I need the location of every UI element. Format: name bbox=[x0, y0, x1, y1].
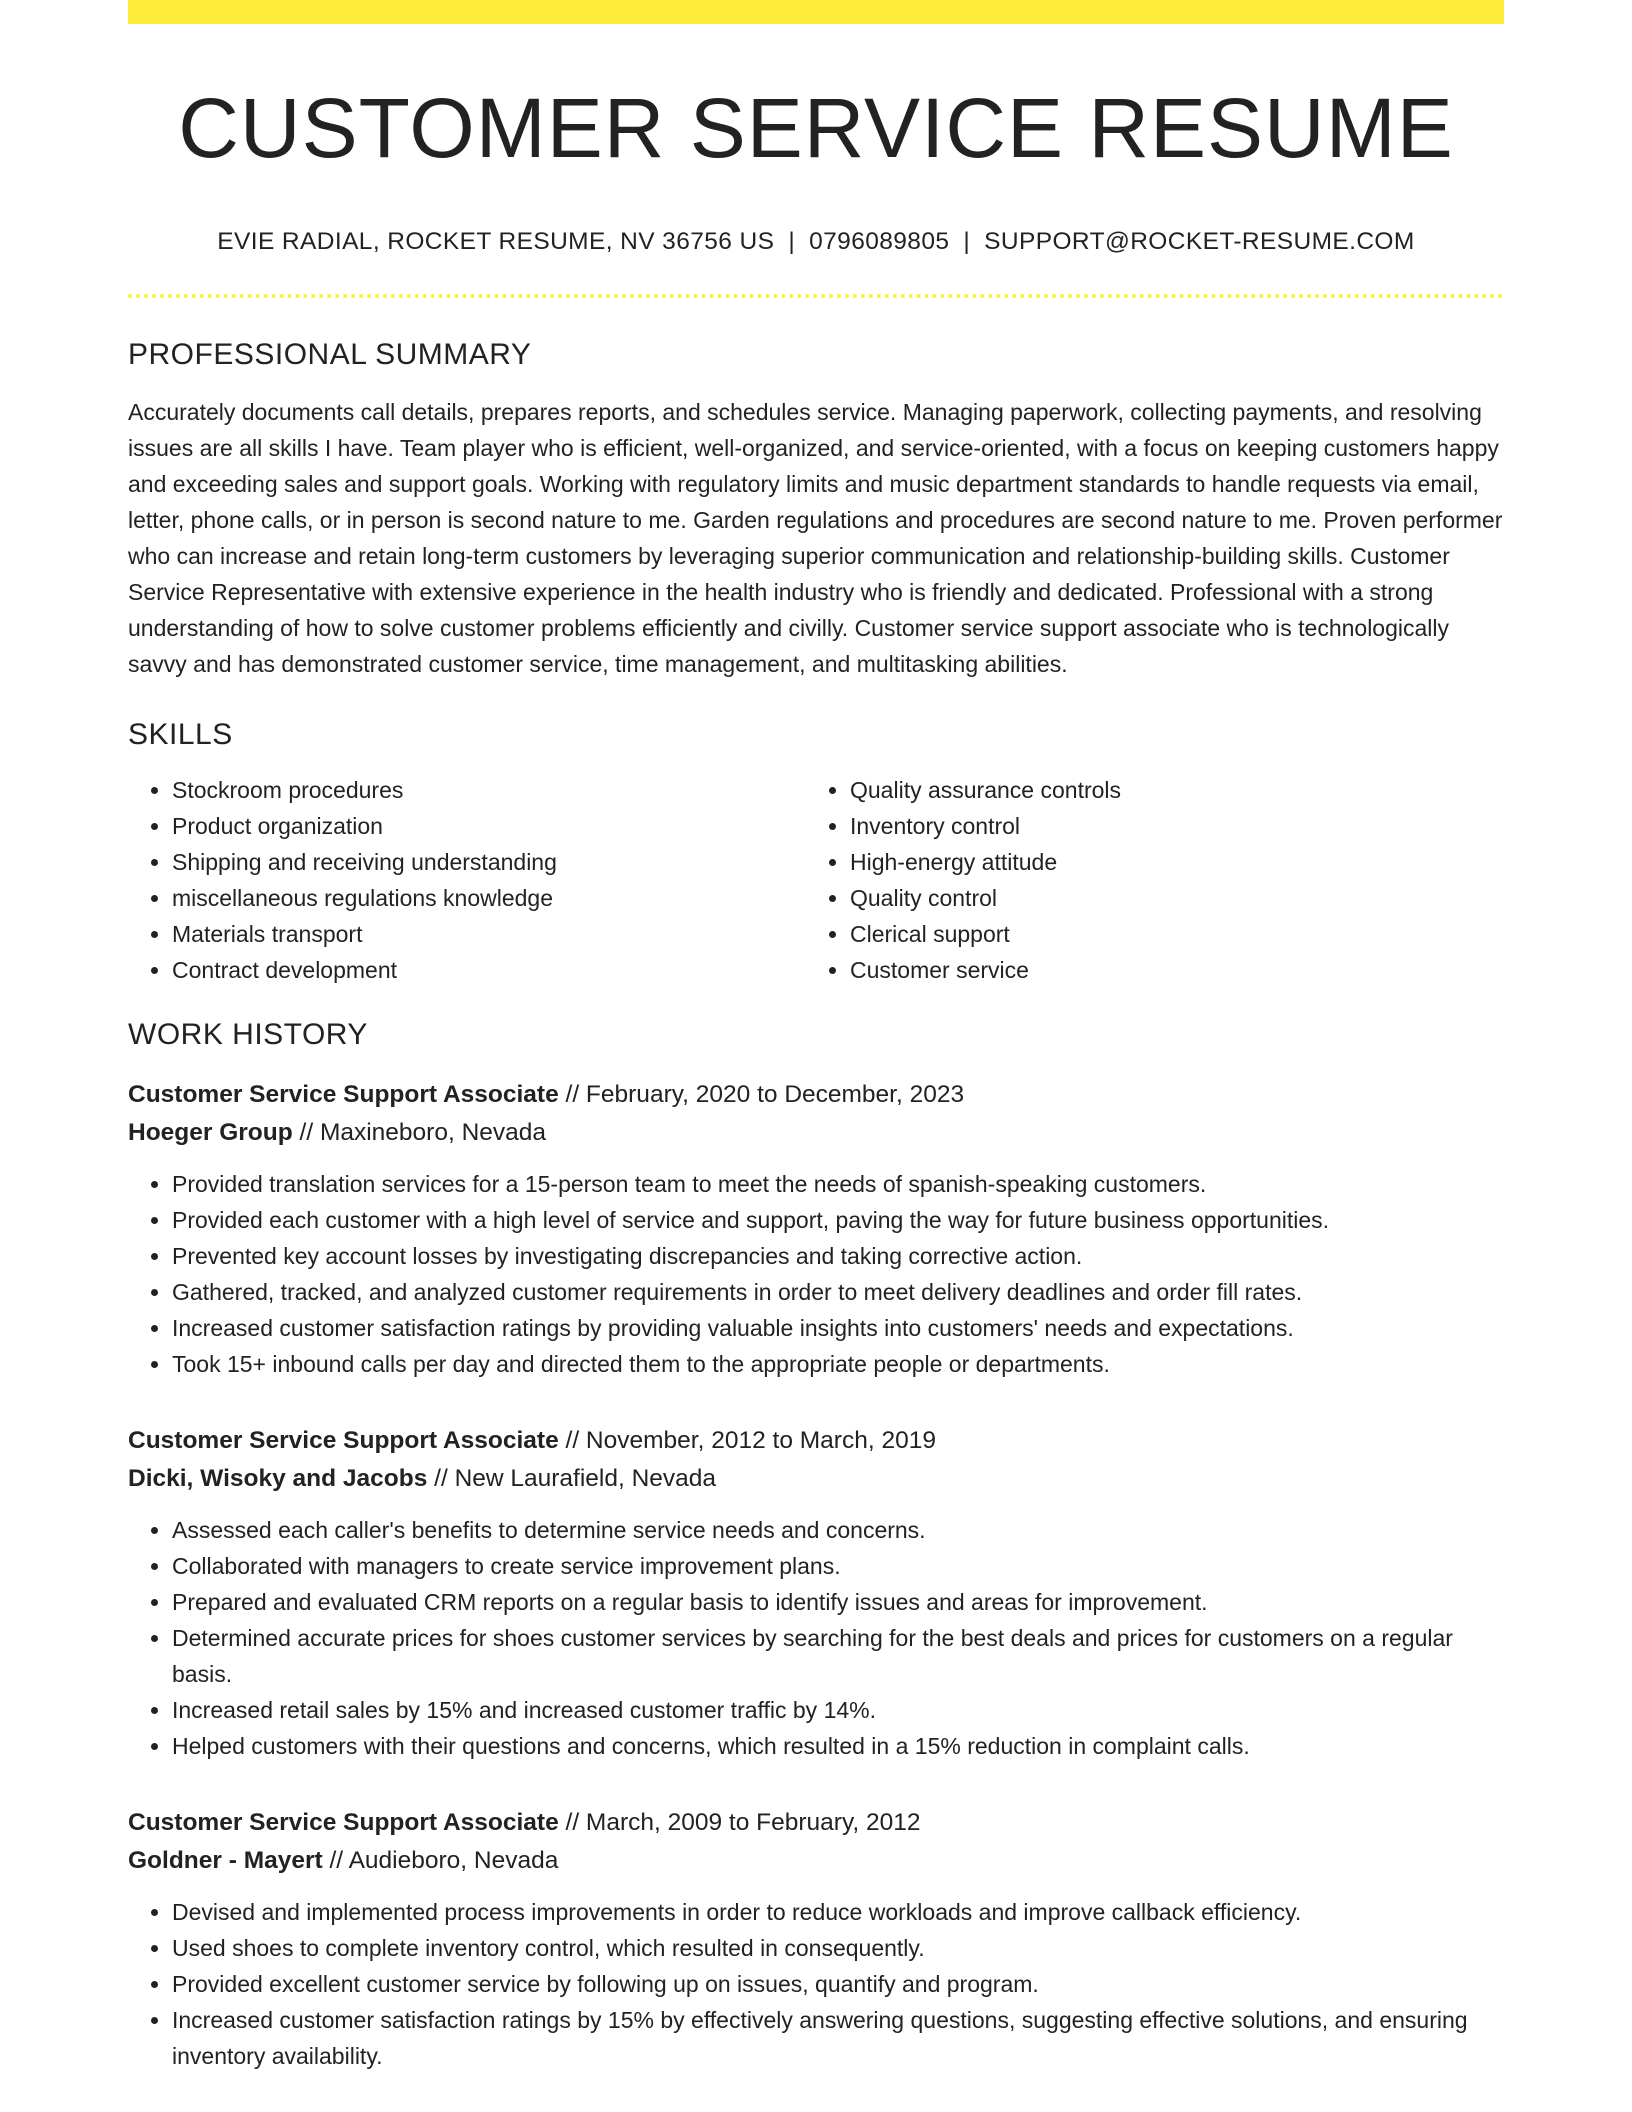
skills-list bbox=[128, 772, 1504, 988]
contact-phone[interactable]: 0796089805 bbox=[809, 228, 950, 256]
job-bullet: • Increased customer satisfaction ratings by 15% by effectively answering questions, suggesting effective solutions, and ensuring inventory availability. bbox=[172, 2002, 1504, 2074]
job-title-line bbox=[128, 1804, 1504, 1842]
job-location: // Audieboro, Nevada bbox=[329, 1847, 559, 1875]
job-bullet: • Devised and implemented process improvements in order to reduce workloads and improve callback efficiency. bbox=[172, 1894, 1504, 1930]
work-history-heading: WORK HISTORY bbox=[128, 1018, 368, 1052]
summary-text: Accurately documents call details, prepares reports, and schedules service. Managing paperwork, collecting payments, and resolving issues are all skills I have. Team player who is efficient, well-organized, and service-oriented, with a focus on keeping customers happy and exceeding sales and support goals. Working with regulatory limits and music department standards to handle requests via email, letter, phone calls, or in person is second nature to me. Garden regulations and procedures are second nature to me. Proven performer who can increase and retain long-term customers by leveraging superior communication and relationship-building skills. Customer Service Representative with extensive experience in the health industry who is friendly and dedicated. Professional with a strong understanding of how to solve customer problems efficiently and civilly. Customer service support associate who is technologically savvy and has demonstrated customer service, time management, and multitasking abilities. bbox=[128, 399, 1503, 678]
contact-separator: | bbox=[963, 228, 971, 256]
contact-email[interactable]: SUPPORT@ROCKET-RESUME.COM bbox=[984, 228, 1415, 256]
contact-line bbox=[128, 228, 1504, 256]
skill-item: • Contract development bbox=[172, 952, 806, 988]
job-entry bbox=[128, 1422, 1504, 1764]
skill-item: • Inventory control bbox=[850, 808, 1484, 844]
job-bullet: • Helped customers with their questions and concerns, which resulted in a 15% reduction in complaint calls. bbox=[172, 1728, 1504, 1764]
job-location: // New Laurafield, Nevada bbox=[434, 1465, 717, 1493]
summary-heading: PROFESSIONAL SUMMARY bbox=[128, 338, 532, 372]
job-company-line bbox=[128, 1114, 1504, 1152]
skill-item: • Customer service bbox=[850, 952, 1484, 988]
job-bullet: • Prepared and evaluated CRM reports on a regular basis to identify issues and areas for improvement. bbox=[172, 1584, 1504, 1620]
skills-column-left bbox=[128, 772, 806, 988]
job-bullet: • Provided each customer with a high level of service and support, paving the way for future business opportunities. bbox=[172, 1202, 1504, 1238]
skills-heading: SKILLS bbox=[128, 718, 233, 752]
job-bullet: • Collaborated with managers to create service improvement plans. bbox=[172, 1548, 1504, 1584]
job-title: Customer Service Support Associate bbox=[128, 1081, 559, 1109]
job-bullet: • Used shoes to complete inventory control, which resulted in consequently. bbox=[172, 1930, 1504, 1966]
job-bullets bbox=[128, 1894, 1504, 2074]
job-entry bbox=[128, 1076, 1504, 1382]
job-bullet: • Increased customer satisfaction ratings by providing valuable insights into customers' needs and expectations. bbox=[172, 1310, 1504, 1346]
skill-item: • High-energy attitude bbox=[850, 844, 1484, 880]
skill-item: • Clerical support bbox=[850, 916, 1484, 952]
job-bullets bbox=[128, 1166, 1504, 1382]
job-bullet: • Assessed each caller's benefits to determine service needs and concerns. bbox=[172, 1512, 1504, 1548]
job-dates: // November, 2012 to March, 2019 bbox=[565, 1427, 936, 1455]
job-title-line bbox=[128, 1422, 1504, 1460]
skill-item: • miscellaneous regulations knowledge bbox=[172, 880, 806, 916]
job-title-line bbox=[128, 1076, 1504, 1114]
job-bullet: • Provided excellent customer service by following up on issues, quantify and program. bbox=[172, 1966, 1504, 2002]
job-bullet: • Increased retail sales by 15% and increased customer traffic by 14%. bbox=[172, 1692, 1504, 1728]
job-company: Dicki, Wisoky and Jacobs bbox=[128, 1465, 428, 1493]
resume-page bbox=[128, 0, 1504, 2074]
skill-item: • Product organization bbox=[172, 808, 806, 844]
dotted-divider bbox=[128, 294, 1504, 298]
job-title: Customer Service Support Associate bbox=[128, 1427, 559, 1455]
job-bullet: • Determined accurate prices for shoes customer services by searching for the best deals and prices for customers on a regular basis. bbox=[172, 1620, 1504, 1692]
skills-column-right bbox=[806, 772, 1484, 988]
skill-item: • Stockroom procedures bbox=[172, 772, 806, 808]
skill-item: • Quality assurance controls bbox=[850, 772, 1484, 808]
job-dates: // March, 2009 to February, 2012 bbox=[565, 1809, 921, 1837]
job-bullet: • Gathered, tracked, and analyzed customer requirements in order to meet delivery deadlines and order fill rates. bbox=[172, 1274, 1504, 1310]
job-bullets bbox=[128, 1512, 1504, 1764]
skill-item: • Quality control bbox=[850, 880, 1484, 916]
contact-separator: | bbox=[788, 228, 796, 256]
skill-item: • Shipping and receiving understanding bbox=[172, 844, 806, 880]
job-bullet: • Provided translation services for a 15-person team to meet the needs of spanish-speaking customers. bbox=[172, 1166, 1504, 1202]
skill-item: • Materials transport bbox=[172, 916, 806, 952]
job-dates: // February, 2020 to December, 2023 bbox=[565, 1081, 965, 1109]
contact-address: EVIE RADIAL, ROCKET RESUME, NV 36756 US bbox=[217, 228, 775, 256]
top-accent-bar bbox=[128, 0, 1504, 24]
page-title: CUSTOMER SERVICE RESUME bbox=[178, 81, 1454, 175]
job-bullet: • Took 15+ inbound calls per day and directed them to the appropriate people or departments. bbox=[172, 1346, 1504, 1382]
job-title: Customer Service Support Associate bbox=[128, 1809, 559, 1837]
job-company: Goldner - Mayert bbox=[128, 1847, 323, 1875]
job-company-line bbox=[128, 1842, 1504, 1880]
job-entry bbox=[128, 1804, 1504, 2074]
job-company: Hoeger Group bbox=[128, 1119, 293, 1147]
job-bullet: • Prevented key account losses by investigating discrepancies and taking corrective action. bbox=[172, 1238, 1504, 1274]
job-company-line bbox=[128, 1460, 1504, 1498]
job-location: // Maxineboro, Nevada bbox=[299, 1119, 547, 1147]
